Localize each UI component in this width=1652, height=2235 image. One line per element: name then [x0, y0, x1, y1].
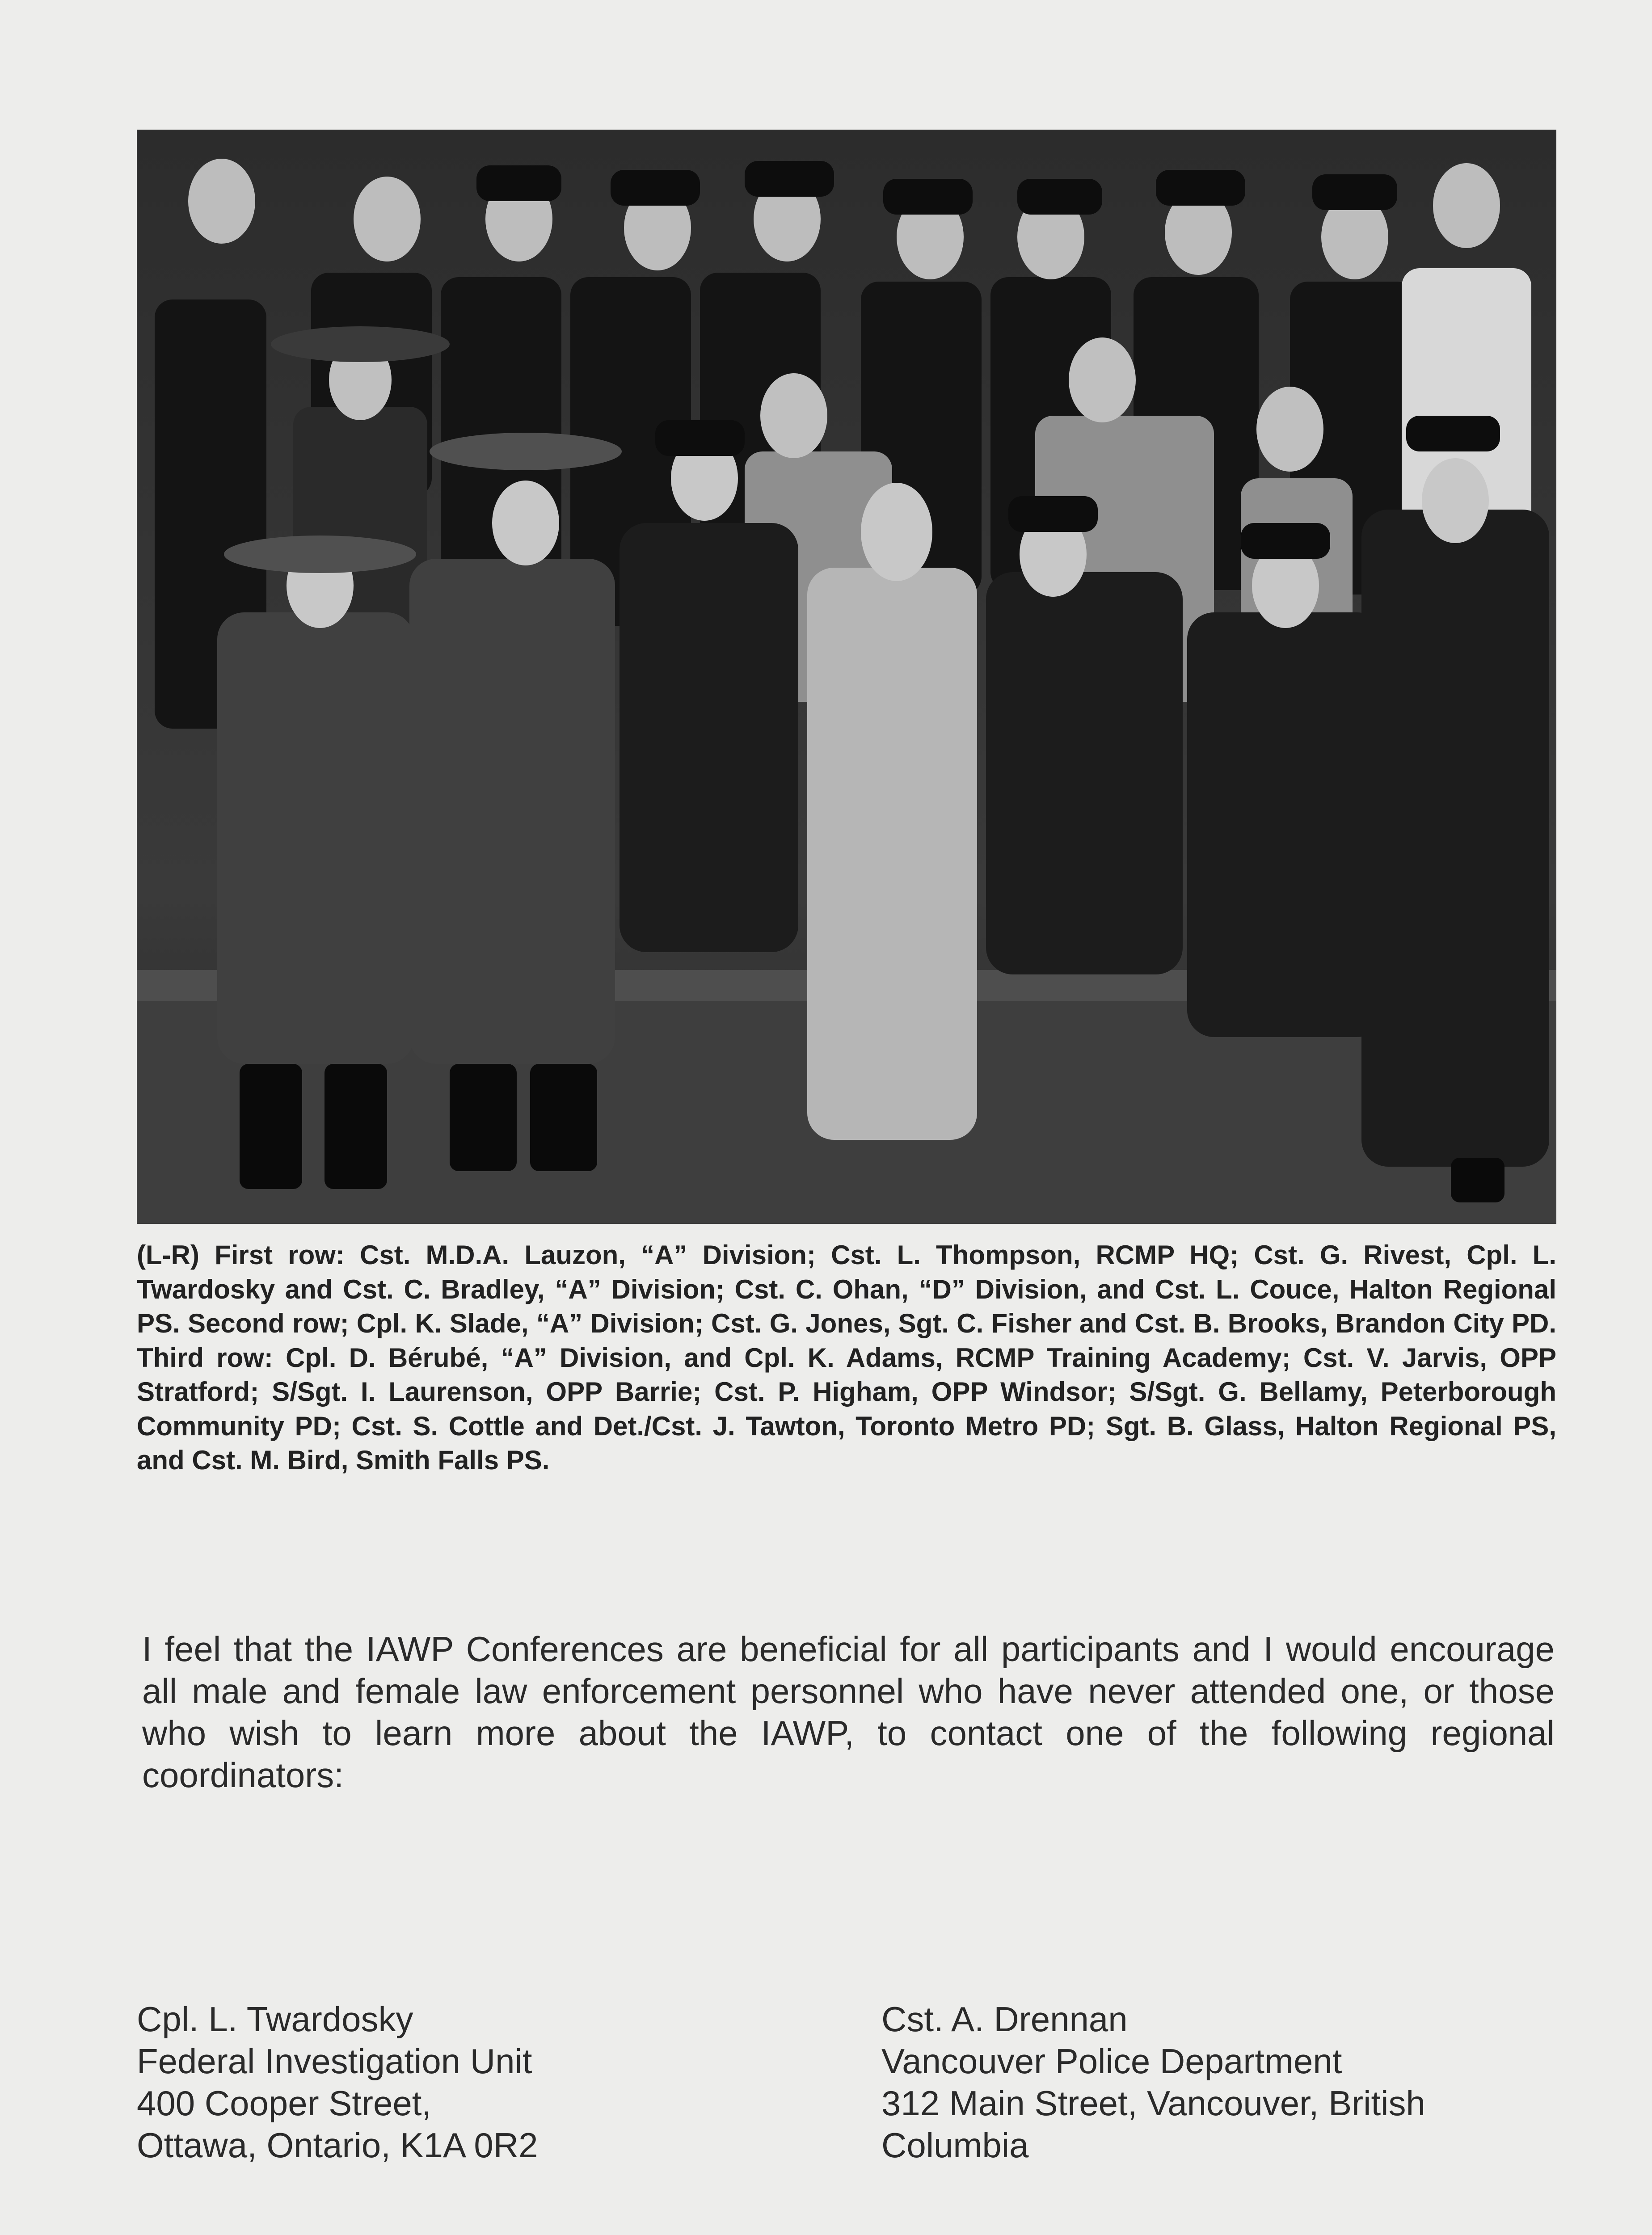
contact-address-line: Ottawa, Ontario, K1A 0R2 [137, 2125, 538, 2165]
contact-block-twardosky [137, 1998, 538, 2235]
intro-paragraph: I feel that the IAWP Conferences are beneficial for all participants and I would encourage all male and female law enforcement personnel who have never attended one, or those who wish to learn more about the IAWP, to contact one of the following regional coordinators: [142, 1629, 1555, 1795]
contact-name: Cst. A. Drennan [881, 1999, 1128, 2039]
contact-address-line: Columbia [881, 2125, 1029, 2165]
contact-address-line: 400 Cooper Street, [137, 2083, 432, 2123]
photo-caption: (L-R) First row: Cst. M.D.A. Lauzon, “A” Division; Cst. L. Thompson, RCMP HQ; Cst. G. Rivest, Cpl. L. Twardosky and Cst. C. Bradley, “A” Division; Cst. C. Ohan, “D” Division, and Cst. L. Couce, Halton Regional PS. Second row; Cpl. K. Slade, “A” Division; Cst. G. Jones, Sgt. C. Fisher and Cst. B. Brooks, Brandon City PD. Third row: Cpl. D. Bérubé, “A” Division, and Cpl. K. Adams, RCMP Training Academy; Cst. V. Jarvis, OPP Stratford; S/Sgt. I. Laurenson, OPP Barrie; Cst. P. Higham, OPP Windsor; S/Sgt. G. Bellamy, Peterborough Community PD; Cst. S. Cottle and Det./Cst. J. Tawton, Toronto Metro PD; Sgt. B. Glass, Halton Regional PS, and Cst. M. Bird, Smith Falls PS. [137, 1240, 1556, 1475]
contact-name: Cpl. L. Twardosky [137, 1999, 413, 2039]
spacer [881, 2166, 1425, 2235]
contact-block-drennan [881, 1998, 1425, 2235]
contact-organization: Federal Investigation Unit [137, 2041, 532, 2081]
spacer [137, 2166, 538, 2235]
contact-organization: Vancouver Police Department [881, 2041, 1342, 2081]
group-photo [137, 130, 1556, 1224]
contact-address-line: 312 Main Street, Vancouver, British [881, 2083, 1425, 2123]
